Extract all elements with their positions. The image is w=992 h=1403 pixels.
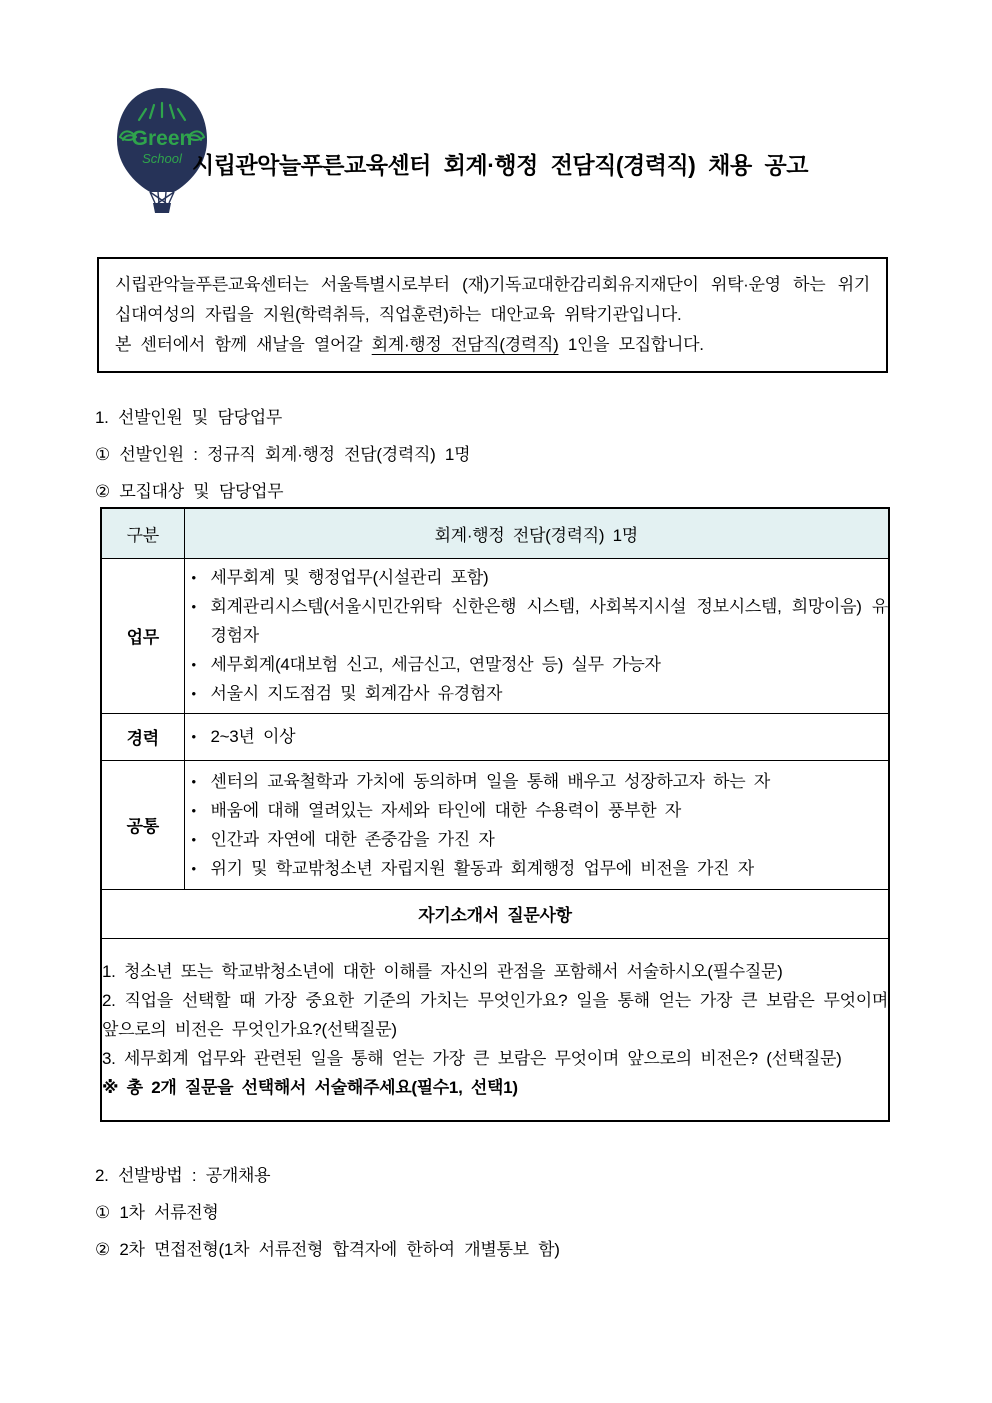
intro-line2-underlined: 회계·행정 전담직(경력직) — [371, 335, 559, 354]
table-header-category: 구분 — [101, 508, 184, 558]
duty-list — [185, 563, 889, 708]
page-title: 시립관악늘푸른교육센터 회계·행정 전담직(경력직) 채용 공고 — [192, 152, 808, 178]
question-3: 3. 세무회계 업무와 관련된 일을 통해 얻는 가장 큰 보람은 무엇이며 앞으로의 비전은? (선택질문) — [102, 1048, 842, 1068]
list-item: • 위기 및 학교밖청소년 자립지원 활동과 회계행정 업무에 비전을 가진 자 — [185, 854, 889, 883]
section-2-item-1: ① 1차 서류전형 — [95, 1203, 219, 1222]
table-header-position: 회계·행정 전담(경력직) 1명 — [184, 508, 889, 558]
table-row-career — [101, 713, 889, 760]
balloon-basket — [153, 203, 171, 213]
section-1-item-2: ② 모집대상 및 담당업무 — [95, 482, 284, 501]
list-item: • 2~3년 이상 — [185, 722, 889, 751]
list-item: • 서울시 지도점검 및 회계감사 유경험자 — [185, 679, 889, 708]
list-item: • 인간과 자연에 대한 존중감을 가진 자 — [185, 825, 889, 854]
list-item: • 배움에 대해 열려있는 자세와 타인에 대한 수용력이 풍부한 자 — [185, 796, 889, 825]
table-row-questions-header — [101, 889, 889, 938]
recruitment-table — [100, 507, 890, 1122]
question-2: 2. 직업을 선택할 때 가장 중요한 기준의 가치는 무엇인가요? 일을 통해 얻는 가장 큰 보람은 무엇이며 앞으로의 비전은 무엇인가요?(선택질문) — [102, 990, 888, 1039]
common-items-cell — [184, 760, 889, 889]
questions-cell — [101, 938, 889, 1121]
questions-note: ※ 총 2개 질문을 선택해서 서술해주세요(필수1, 선택1) — [102, 1077, 518, 1097]
common-list — [185, 767, 889, 883]
intro-box — [97, 257, 888, 373]
intro-line2-suffix: 1인을 모집합니다. — [558, 335, 704, 354]
intro-line2-prefix: 본 센터에서 함께 새날을 열어갈 — [115, 335, 372, 354]
balloon-ropes — [150, 192, 174, 203]
duty-items-cell — [184, 558, 889, 713]
section-1 — [95, 399, 470, 510]
section-2-item-2: ② 2차 면접전형(1차 서류전형 합격자에 한하여 개별통보 함) — [95, 1240, 560, 1259]
list-item: • 세무회계 및 행정업무(시설관리 포함) — [185, 563, 889, 592]
intro-recruit-line — [115, 330, 870, 360]
logo-text-school: School — [142, 151, 182, 166]
section-2 — [95, 1157, 560, 1268]
row-label-career: 경력 — [101, 713, 184, 760]
table-row-questions — [101, 938, 889, 1121]
list-item: • 세무회계(4대보험 신고, 세금신고, 연말정산 등) 실무 가능자 — [185, 650, 889, 679]
list-item: • 회계관리시스템(서울시민간위탁 신한은행 시스템, 사회복지시설 정보시스템, 희망이음) 유경험자 — [185, 592, 889, 650]
table-row-common — [101, 760, 889, 889]
table-row-duty — [101, 558, 889, 713]
career-list — [185, 722, 889, 751]
section-1-item-1: ① 선발인원 : 정규직 회계·행정 전담(경력직) 1명 — [95, 445, 471, 464]
questions-header: 자기소개서 질문사항 — [101, 889, 889, 938]
list-item: • 센터의 교육철학과 가치에 동의하며 일을 통해 배우고 성장하고자 하는 자 — [185, 767, 889, 796]
row-label-common: 공통 — [101, 760, 184, 889]
career-items-cell — [184, 713, 889, 760]
logo-text-green: Green — [131, 127, 193, 150]
intro-paragraph: 시립관악늘푸른교육센터는 서울특별시로부터 (재)기독교대한감리회유지재단이 위탁·운영 하는 위기십대여성의 자립을 지원(학력취득, 직업훈련)하는 대안교육 위탁기관입니다. — [115, 275, 870, 324]
question-1: 1. 청소년 또는 학교밖청소년에 대한 이해를 자신의 관점을 포함해서 서술하시오(필수질문) — [102, 961, 783, 981]
section-1-heading: 1. 선발인원 및 담당업무 — [95, 408, 282, 427]
row-label-duty: 업무 — [101, 558, 184, 713]
section-2-heading: 2. 선발방법 : 공개채용 — [95, 1166, 271, 1185]
table-header-row — [101, 508, 889, 558]
